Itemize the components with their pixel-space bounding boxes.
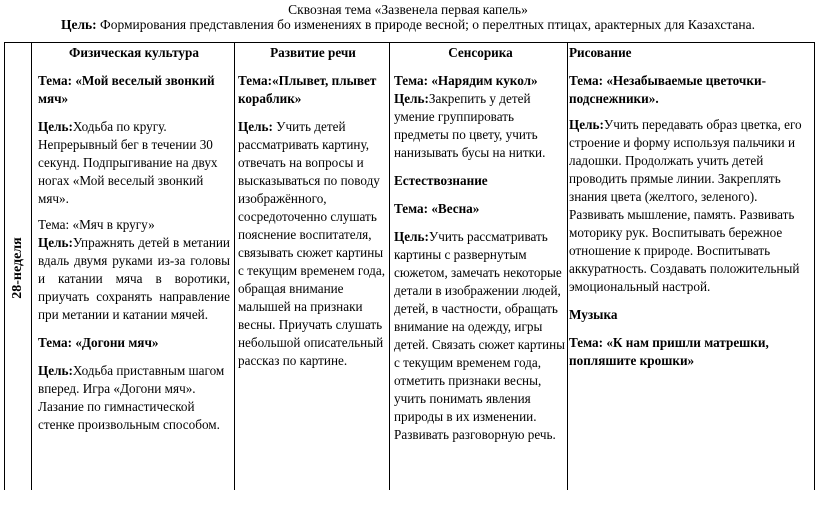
- topic-text: Тема: «К нам пришли матрешки, попляшите крошки»: [569, 335, 769, 368]
- document-title: Сквозная тема «Зазвенела первая капель»: [288, 2, 528, 17]
- goal-text: Формирования представления бо изменениях в природе весной; о перелтных птицах, арактерных для Казахстана.: [96, 17, 756, 32]
- plan-table: [4, 42, 815, 490]
- sensory-cell: [394, 44, 567, 444]
- week-label: 28-неделя: [10, 237, 25, 299]
- goal-block: Цель:Учить рассматривать картины с развернутым сюжетом, замечать некоторые детали в изображении людей, детей, в частности, обращать внимание на одежду, игры детей. Связать сюжет картины с текущим временем года, отметить признаки весны, учить понимать явления природы в их изменении. Развивать разговорную речь.: [394, 229, 565, 442]
- topic-text: Тема: «Нарядим кукол»: [394, 73, 538, 88]
- topic-text: Тема: «Мяч в кругу»: [38, 217, 155, 232]
- drawing-cell: [569, 44, 813, 370]
- column-heading: Рисование: [569, 45, 632, 60]
- column-heading: Развитие речи: [270, 45, 356, 60]
- physical-culture-cell: [38, 44, 230, 434]
- column-heading: Физическая культура: [69, 45, 199, 60]
- subject-heading: Естествознание: [394, 173, 488, 188]
- subject-heading: Музыка: [569, 307, 618, 322]
- goal-block: Цель:Ходьба по кругу. Непрерывный бег в течении 30 секунд. Подпрыгивание на двух ногах «Мой веселый звонкий мяч».: [38, 119, 218, 206]
- topic-text: Тема:«Плывет, плывет кораблик»: [238, 73, 377, 106]
- week-cell: [5, 43, 32, 490]
- goal-block: Цель: Учить детей рассматривать картину, отвечать на вопросы и высказываться по поводу изображённого, сосредоточенно слушать пояснение воспитателя, связывать сюжет картины с текущим временем года, обращая внимание малышей на признаки весны. Приучать слушать небольшой описательный рассказ по картине.: [238, 119, 386, 368]
- topic-text: Тема: «Догони мяч»: [38, 335, 159, 350]
- speech-development-cell: [238, 44, 388, 370]
- goal-block: Цель:Упражнять детей в метании вдаль двумя руками из-за головы и катании мяча в воротики, приучать сохранять направление при метании и катании мячей.: [38, 235, 230, 322]
- goal-label: Цель:: [60, 17, 97, 32]
- goal-block: Цель:Ходьба приставным шагом вперед. Игра «Догони мяч». Лазание по гимнастической стенке произвольным способом.: [38, 363, 225, 432]
- column-heading: Сенсорика: [448, 45, 513, 60]
- goal-block: Цель:Закрепить у детей умение группировать предметы по цвету, учить нанизывать бусы на нитки.: [394, 91, 546, 160]
- topic-text: Тема: «Весна»: [394, 201, 480, 216]
- document-goal: [0, 17, 816, 33]
- topic-text: Тема: «Мой веселый звонкий мяч»: [38, 73, 215, 106]
- topic-text: Тема: «Незабываемые цветочки-подснежники».: [569, 73, 766, 106]
- goal-block: Цель:Учить передавать образ цветка, его строение и форму используя пальчики и ладошки. Продолжать учить детей проводить прямые линии. Закреплять знания цвета (желтого, зеленого). Развивать мышление, память. Развивать моторику рук. Воспитывать бережное отношение к природе. Воспитывать аккуратность. Создавать положительный эмоциональный настрой.: [569, 117, 802, 294]
